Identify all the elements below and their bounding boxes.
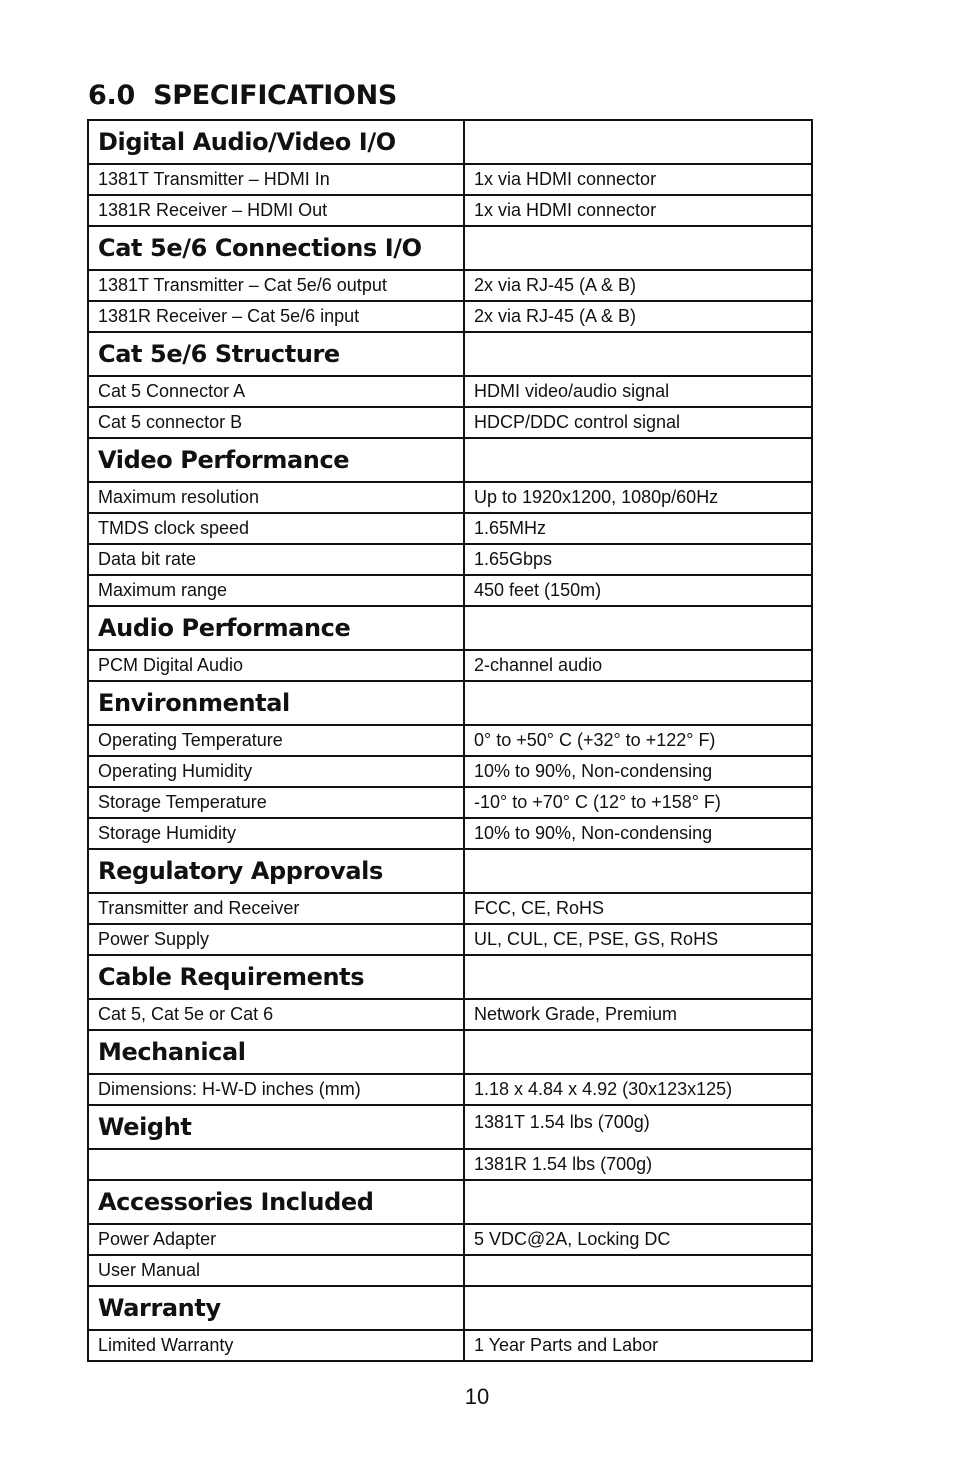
spec-value: HDCP/DDC control signal xyxy=(464,407,812,438)
spec-row xyxy=(88,513,812,544)
section-heading-value xyxy=(464,606,812,650)
spec-value: 1.65Gbps xyxy=(464,544,812,575)
section-heading: Regulatory Approvals xyxy=(88,849,464,893)
spec-label: Operating Temperature xyxy=(88,725,464,756)
spec-row xyxy=(88,482,812,513)
page-number: 10 xyxy=(464,1384,490,1409)
section-header-row xyxy=(88,1105,812,1149)
spec-label: TMDS clock speed xyxy=(88,513,464,544)
spec-label: Transmitter and Receiver xyxy=(88,893,464,924)
spec-row xyxy=(88,376,812,407)
section-header-row xyxy=(88,1030,812,1074)
spec-value: 1x via HDMI connector xyxy=(464,164,812,195)
spec-label: Cat 5 Connector A xyxy=(88,376,464,407)
section-header-row xyxy=(88,955,812,999)
spec-row xyxy=(88,787,812,818)
spec-value: 0° to +50° C (+32° to +122° F) xyxy=(464,725,812,756)
spec-label xyxy=(88,1149,464,1180)
section-heading: Cable Requirements xyxy=(88,955,464,999)
section-header-row xyxy=(88,681,812,725)
spec-value: 2x via RJ-45 (A & B) xyxy=(464,270,812,301)
spec-row xyxy=(88,164,812,195)
spec-label: 1381T Transmitter – HDMI In xyxy=(88,164,464,195)
section-heading-value xyxy=(464,120,812,164)
specifications-table-body xyxy=(88,120,812,1361)
spec-label: 1381R Receiver – Cat 5e/6 input xyxy=(88,301,464,332)
spec-value: 10% to 90%, Non-condensing xyxy=(464,818,812,849)
spec-label: Maximum resolution xyxy=(88,482,464,513)
spec-label: Cat 5, Cat 5e or Cat 6 xyxy=(88,999,464,1030)
spec-label: Power Supply xyxy=(88,924,464,955)
spec-label: Data bit rate xyxy=(88,544,464,575)
section-heading-value xyxy=(464,1180,812,1224)
spec-row xyxy=(88,818,812,849)
section-header-row xyxy=(88,1286,812,1330)
spec-label: 1381T Transmitter – Cat 5e/6 output xyxy=(88,270,464,301)
spec-value: UL, CUL, CE, PSE, GS, RoHS xyxy=(464,924,812,955)
section-heading: Mechanical xyxy=(88,1030,464,1074)
spec-value: 1x via HDMI connector xyxy=(464,195,812,226)
specifications-table xyxy=(87,119,813,1362)
section-heading-value xyxy=(464,849,812,893)
spec-label: Dimensions: H-W-D inches (mm) xyxy=(88,1074,464,1105)
spec-value: FCC, CE, RoHS xyxy=(464,893,812,924)
spec-value: 1 Year Parts and Labor xyxy=(464,1330,812,1361)
section-heading-value xyxy=(464,438,812,482)
section-heading: Accessories Included xyxy=(88,1180,464,1224)
spec-row xyxy=(88,725,812,756)
spec-row xyxy=(88,270,812,301)
section-heading: Environmental xyxy=(88,681,464,725)
spec-label: Limited Warranty xyxy=(88,1330,464,1361)
spec-label: Maximum range xyxy=(88,575,464,606)
spec-value xyxy=(464,1255,812,1286)
section-heading-value xyxy=(464,955,812,999)
spec-row xyxy=(88,301,812,332)
section-header-row xyxy=(88,1180,812,1224)
spec-value: 2x via RJ-45 (A & B) xyxy=(464,301,812,332)
section-heading-value xyxy=(464,226,812,270)
spec-row xyxy=(88,1074,812,1105)
spec-label: Power Adapter xyxy=(88,1224,464,1255)
spec-row xyxy=(88,1255,812,1286)
section-header-row xyxy=(88,332,812,376)
section-header-row xyxy=(88,226,812,270)
section-heading: Cat 5e/6 Connections I/O xyxy=(88,226,464,270)
spec-row xyxy=(88,1330,812,1361)
spec-value: 1.18 x 4.84 x 4.92 (30x123x125) xyxy=(464,1074,812,1105)
spec-row xyxy=(88,1224,812,1255)
spec-value: 1381R 1.54 lbs (700g) xyxy=(464,1149,812,1180)
spec-row xyxy=(88,999,812,1030)
section-heading: Digital Audio/Video I/O xyxy=(88,120,464,164)
spec-row xyxy=(88,893,812,924)
spec-row xyxy=(88,575,812,606)
section-heading-value xyxy=(464,681,812,725)
section-heading-value: 1381T 1.54 lbs (700g) xyxy=(464,1105,812,1149)
page-title: 6.0 SPECIFICATIONS xyxy=(88,80,398,111)
spec-value: 10% to 90%, Non-condensing xyxy=(464,756,812,787)
spec-row xyxy=(88,650,812,681)
section-header-row xyxy=(88,438,812,482)
spec-label: Cat 5 connector B xyxy=(88,407,464,438)
section-heading: Weight xyxy=(88,1105,464,1149)
spec-row xyxy=(88,195,812,226)
section-header-row xyxy=(88,606,812,650)
section-header-row xyxy=(88,849,812,893)
spec-row xyxy=(88,544,812,575)
spec-label: PCM Digital Audio xyxy=(88,650,464,681)
spec-value: Network Grade, Premium xyxy=(464,999,812,1030)
section-heading: Cat 5e/6 Structure xyxy=(88,332,464,376)
spec-value: Up to 1920x1200, 1080p/60Hz xyxy=(464,482,812,513)
spec-value: 1.65MHz xyxy=(464,513,812,544)
spec-row xyxy=(88,1149,812,1180)
section-heading: Warranty xyxy=(88,1286,464,1330)
spec-label: User Manual xyxy=(88,1255,464,1286)
spec-label: 1381R Receiver – HDMI Out xyxy=(88,195,464,226)
spec-row xyxy=(88,924,812,955)
spec-label: Storage Humidity xyxy=(88,818,464,849)
spec-value: -10° to +70° C (12° to +158° F) xyxy=(464,787,812,818)
spec-row xyxy=(88,756,812,787)
spec-row xyxy=(88,407,812,438)
spec-value: 450 feet (150m) xyxy=(464,575,812,606)
section-heading-value xyxy=(464,1286,812,1330)
section-header-row xyxy=(88,120,812,164)
spec-value: 2-channel audio xyxy=(464,650,812,681)
section-heading: Audio Performance xyxy=(88,606,464,650)
spec-label: Operating Humidity xyxy=(88,756,464,787)
spec-label: Storage Temperature xyxy=(88,787,464,818)
section-heading: Video Performance xyxy=(88,438,464,482)
section-heading-value xyxy=(464,332,812,376)
section-heading-value xyxy=(464,1030,812,1074)
spec-value: HDMI video/audio signal xyxy=(464,376,812,407)
spec-value: 5 VDC@2A, Locking DC xyxy=(464,1224,812,1255)
